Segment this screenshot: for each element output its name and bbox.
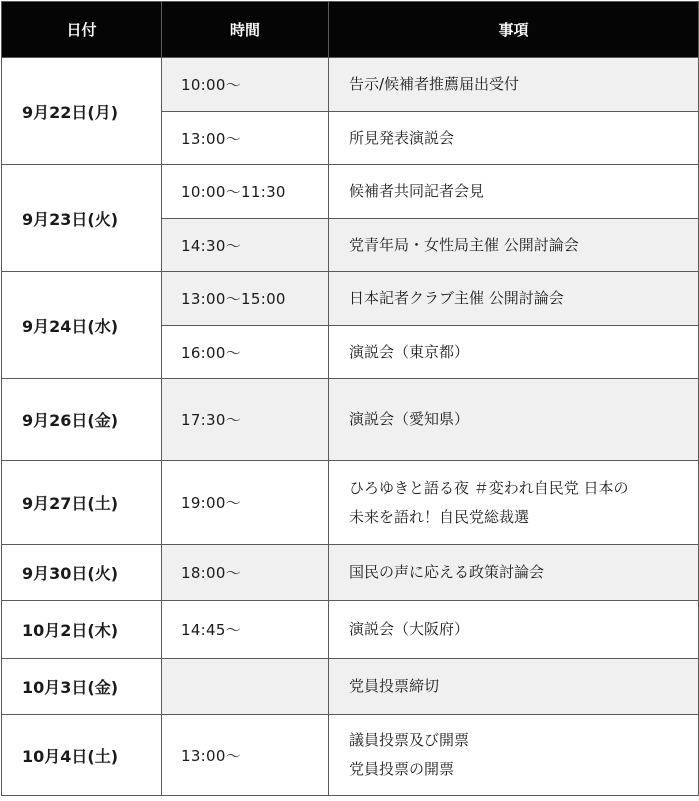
date-cell: 9月27日(土) xyxy=(2,461,162,545)
time-cell: 13:00〜15:00 xyxy=(162,272,329,326)
time-cell: 17:30〜 xyxy=(162,379,329,461)
table-row xyxy=(2,58,699,112)
date-cell: 10月2日(木) xyxy=(2,601,162,659)
header-date: 日付 xyxy=(2,2,162,58)
event-cell xyxy=(329,379,699,461)
time-cell: 19:00〜 xyxy=(162,461,329,545)
date-cell: 9月22日(月) xyxy=(2,58,162,165)
time-cell: 13:00〜 xyxy=(162,715,329,796)
schedule-body xyxy=(2,58,699,796)
event-cell xyxy=(329,165,699,219)
event-cell xyxy=(329,272,699,326)
event-text-line: 党青年局・女性局主催 公開討論会 xyxy=(349,235,579,254)
event-cell xyxy=(329,715,699,796)
date-cell: 9月23日(火) xyxy=(2,165,162,272)
event-cell xyxy=(329,219,699,272)
event-text-line: 候補者共同記者会見 xyxy=(349,182,485,200)
table-row xyxy=(2,461,699,545)
time-cell xyxy=(162,659,329,715)
event-cell xyxy=(329,601,699,659)
table-row xyxy=(2,659,699,715)
time-cell: 14:30〜 xyxy=(162,219,329,272)
time-cell: 10:00〜11:30 xyxy=(162,165,329,219)
event-text-line: 演説会（東京都） xyxy=(349,342,470,361)
event-text-line: 未来を語れ！自民党総裁選 xyxy=(349,507,530,526)
date-cell: 9月26日(金) xyxy=(2,379,162,461)
event-text-line: 国民の声に応える政策討論会 xyxy=(349,563,545,581)
event-cell xyxy=(329,461,699,545)
date-cell: 9月30日(火) xyxy=(2,545,162,601)
table-row xyxy=(2,272,699,326)
table-row xyxy=(2,165,699,219)
date-cell: 10月4日(土) xyxy=(2,715,162,796)
event-cell xyxy=(329,659,699,715)
time-cell: 18:00〜 xyxy=(162,545,329,601)
event-text-line: ひろゆきと語る夜 ＃変われ自民党 日本の xyxy=(349,478,629,497)
event-text-line: 所見発表演説会 xyxy=(349,128,455,147)
table-row xyxy=(2,715,699,796)
table-row xyxy=(2,379,699,461)
event-text-line: 演説会（大阪府） xyxy=(349,620,470,638)
event-cell xyxy=(329,112,699,165)
event-text-line: 日本記者クラブ主催 公開討論会 xyxy=(349,289,564,307)
event-text-line: 党員投票の開票 xyxy=(349,760,455,778)
header-row xyxy=(2,2,699,58)
event-text-line: 議員投票及び開票 xyxy=(349,731,470,749)
time-cell: 10:00〜 xyxy=(162,58,329,112)
header-event: 事項 xyxy=(329,2,699,58)
table-row xyxy=(2,545,699,601)
event-cell xyxy=(329,58,699,112)
table-row xyxy=(2,601,699,659)
schedule-table xyxy=(1,1,699,796)
date-cell: 10月3日(金) xyxy=(2,659,162,715)
time-cell: 16:00〜 xyxy=(162,326,329,379)
event-text-line: 演説会（愛知県） xyxy=(349,410,470,428)
event-cell xyxy=(329,545,699,601)
date-cell: 9月24日(水) xyxy=(2,272,162,379)
event-cell xyxy=(329,326,699,379)
event-text-line: 党員投票締切 xyxy=(349,677,440,695)
event-text-line: 告示/候補者推薦届出受付 xyxy=(349,75,520,93)
time-cell: 14:45〜 xyxy=(162,601,329,659)
header-time: 時間 xyxy=(162,2,329,58)
time-cell: 13:00〜 xyxy=(162,112,329,165)
